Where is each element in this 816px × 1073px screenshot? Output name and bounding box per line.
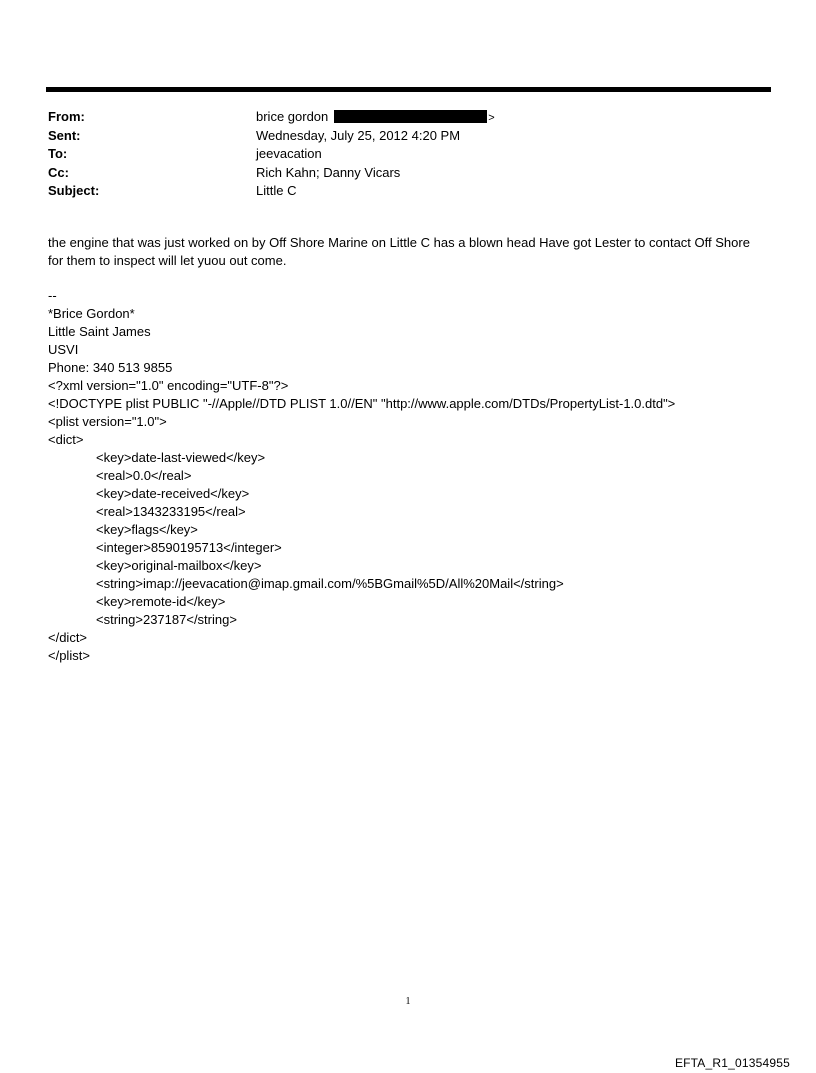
signature-line: <plist version="1.0"> [48, 414, 167, 429]
signature-line: <dict> [48, 432, 84, 447]
signature-line: <?xml version="1.0" encoding="UTF-8"?> [48, 378, 289, 393]
signature-line: <key>date-last-viewed</key> [96, 450, 266, 465]
signature-line: <!DOCTYPE plist PUBLIC "-//Apple//DTD PLIST 1.0//EN" "http://www.apple.com/DTDs/PropertyList-1.0.dtd"> [48, 396, 676, 411]
header-value-cc: Rich Kahn; Danny Vicars [256, 164, 401, 180]
header-label-to: To: [48, 146, 68, 161]
header-value-sent: Wednesday, July 25, 2012 4:20 PM [256, 127, 461, 143]
header-label-from: From: [48, 109, 85, 124]
signature-line: <integer>8590195713</integer> [96, 540, 282, 555]
header-rule [46, 87, 771, 92]
signature-line: </dict> [48, 630, 88, 645]
header-value-to: jeevacation [256, 146, 322, 161]
signature-line: <key>date-received</key> [96, 486, 250, 501]
header-label-subject: Subject: [48, 183, 100, 198]
signature-line: <key>flags</key> [96, 522, 198, 537]
email-headers [48, 108, 768, 201]
header-label-sent: Sent: [48, 127, 81, 143]
signature-line: Phone: 340 513 9855 [48, 360, 173, 375]
header-sent [48, 127, 768, 146]
signature-line: <string>237187</string> [96, 612, 237, 627]
header-value-from [256, 108, 495, 128]
page-number: 1 [405, 996, 411, 1007]
signature-line: -- [48, 288, 57, 303]
header-from [48, 108, 768, 127]
header-cc [48, 164, 768, 183]
header-to [48, 145, 768, 164]
redaction-tail: > [488, 112, 495, 124]
sender-name: brice gordon [256, 109, 329, 124]
header-value-subject: Little C [256, 183, 297, 198]
signature-line: Little Saint James [48, 324, 151, 339]
signature-line: <real>1343233195</real> [96, 504, 246, 519]
signature-line: <string>imap://jeevacation@imap.gmail.com/%5BGmail%5D/All%20Mail</string> [96, 576, 564, 591]
signature-line: <real>0.0</real> [96, 468, 192, 483]
header-subject [48, 182, 768, 201]
document-id: EFTA_R1_01354955 [674, 1056, 790, 1070]
signature-line: <key>remote-id</key> [96, 594, 226, 609]
signature-line: </plist> [48, 648, 90, 663]
email-body [48, 234, 758, 270]
redaction-bar [334, 110, 487, 123]
signature-line: <key>original-mailbox</key> [96, 558, 262, 573]
body-paragraph: the engine that was just worked on by Off Shore Marine on Little C has a blown head Have got Lester to contact Off Shore for them to inspect will let yuou out come. [48, 235, 750, 268]
signature-line: *Brice Gordon* [48, 306, 135, 321]
signature-line: USVI [48, 342, 79, 357]
header-label-cc: Cc: [48, 164, 69, 180]
signature-block [48, 287, 788, 665]
